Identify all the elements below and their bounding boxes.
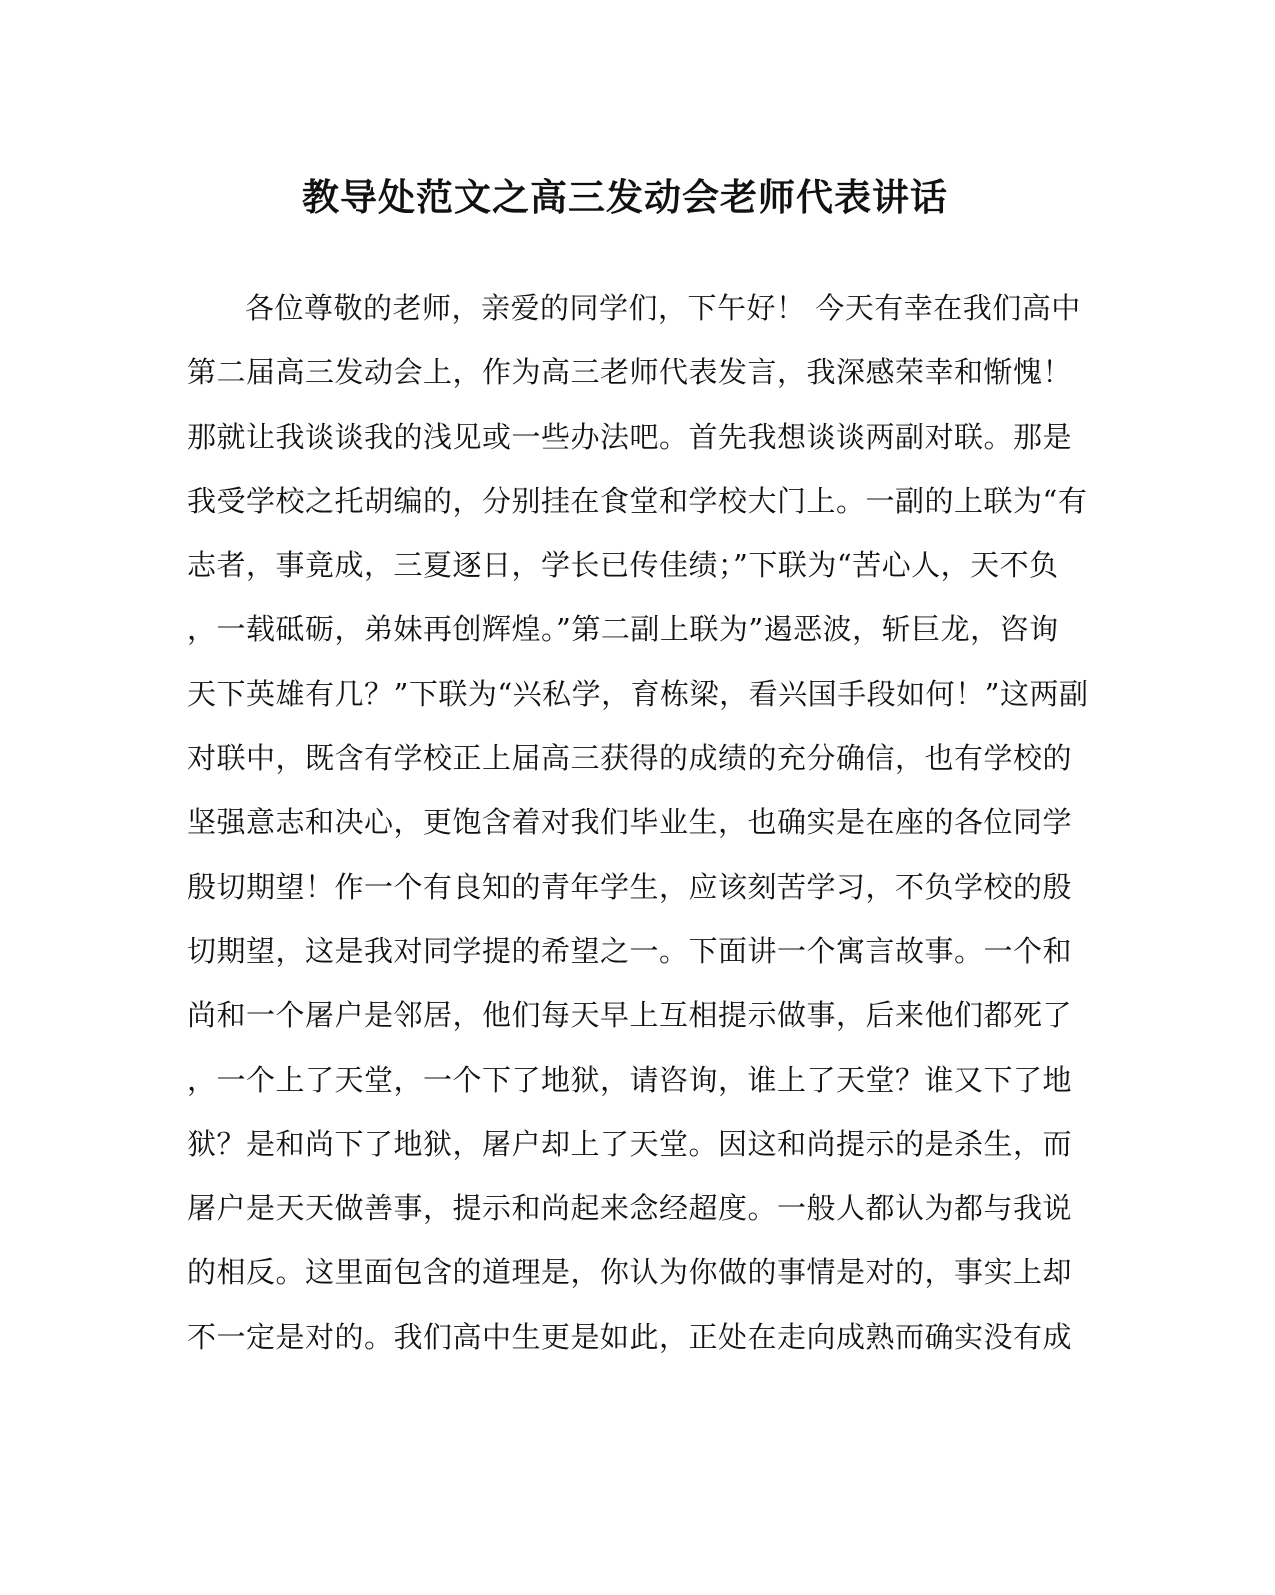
body-line: 志者，事竟成，三夏逐日，学长已传佳绩；”下联为“苦心人，天不负 <box>187 548 1059 583</box>
body-line: 对联中，既含有学校正上届高三获得的成绩的充分确信，也有学校的 <box>187 741 1073 776</box>
document-title: 教导处范文之高三发动会老师代表讲话 <box>302 175 948 219</box>
body-line: 那就让我谈谈我的浅见或一些办法吧。首先我想谈谈两副对联。那是 <box>187 419 1073 454</box>
document-body <box>187 280 1089 1373</box>
body-line: 尚和一个屠户是邻居，他们每天早上互相提示做事，后来他们都死了 <box>187 998 1073 1033</box>
body-line: 的相反。这里面包含的道理是，你认为你做的事情是对的，事实上却 <box>187 1255 1073 1290</box>
body-line: 狱？是和尚下了地狱，屠户却上了天堂。因这和尚提示的是杀生，而 <box>187 1126 1073 1161</box>
body-line: ，一个上了天堂，一个下了地狱，请咨询，谁上了天堂？谁又下了地 <box>187 1062 1073 1097</box>
body-line: 各位尊敬的老师，亲爱的同学们，下午好！ 今天有幸在我们高中 <box>245 291 1081 325</box>
body-line: 天下英雄有几？”下联为“兴私学，育栋梁，看兴国手段如何！”这两副 <box>187 676 1089 711</box>
body-line: 殷切期望！作一个有良知的青年学生，应该刻苦学习，不负学校的殷 <box>187 869 1073 904</box>
body-line: ，一载砥砺，弟妹再创辉煌。”第二副上联为”遏恶波，斩巨龙，咨询 <box>187 612 1059 647</box>
body-line: 不一定是对的。我们高中生更是如此，正处在走向成熟而确实没有成 <box>187 1319 1073 1354</box>
body-line: 屠户是天天做善事，提示和尚起来念经超度。一般人都认为都与我说 <box>187 1191 1073 1226</box>
body-line: 切期望，这是我对同学提的希望之一。下面讲一个寓言故事。一个和 <box>187 933 1073 968</box>
body-line: 我受学校之托胡编的，分别挂在食堂和学校大门上。一副的上联为“有 <box>187 483 1088 518</box>
body-line: 坚强意志和决心，更饱含着对我们毕业生，也确实是在座的各位同学 <box>187 805 1073 840</box>
body-line: 第二届高三发动会上，作为高三老师代表发言，我深感荣幸和惭愧！ <box>187 355 1073 390</box>
